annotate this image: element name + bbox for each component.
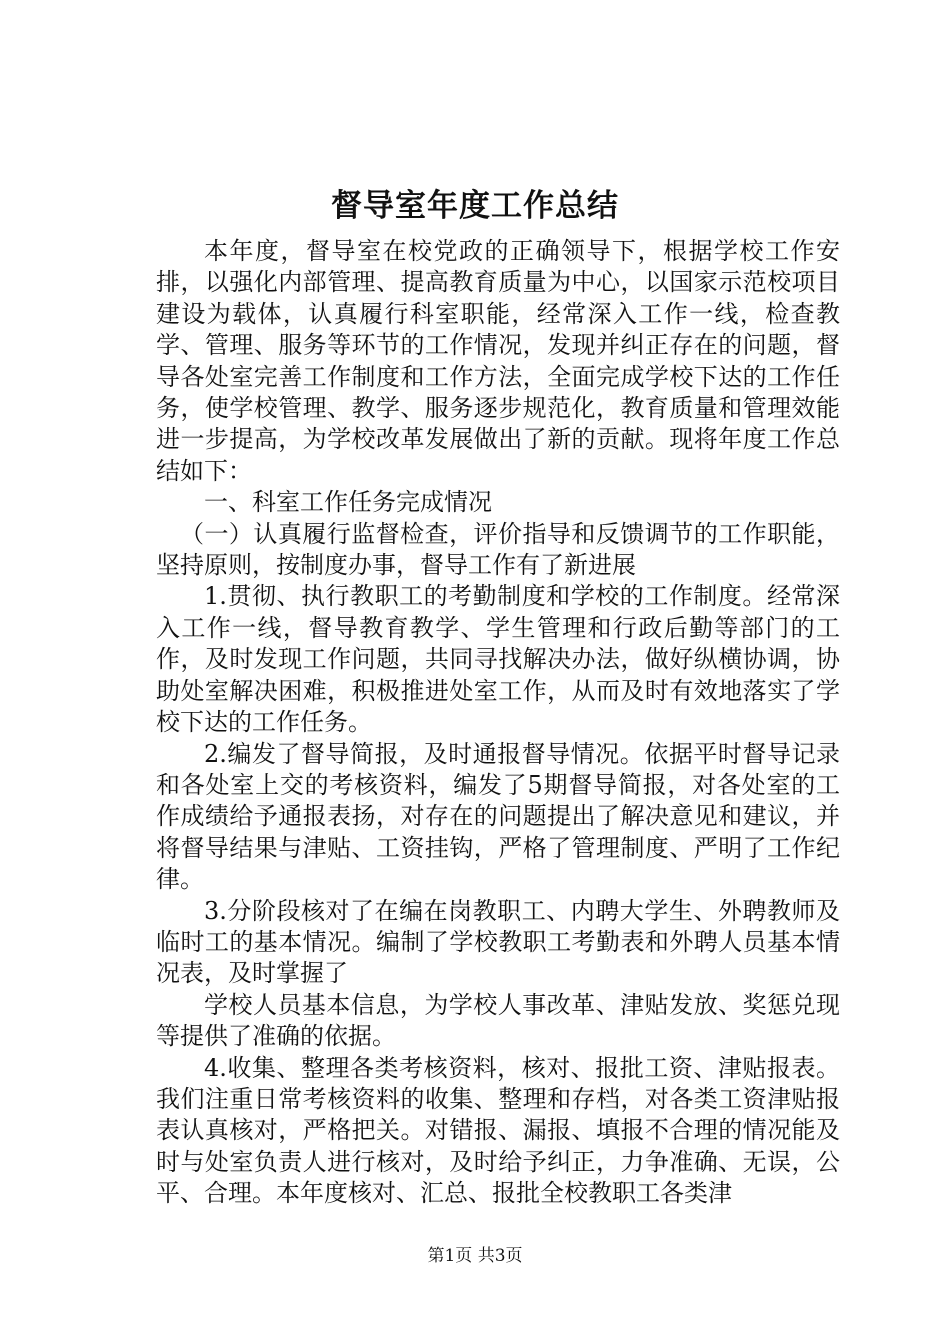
- paragraph-item-4: 4.收集、整理各类考核资料，核对、报批工资、津贴报表。我们注重日常考核资料的收集、整理和存档，对各类工资津贴报表认真核对，严格把关。对错报、漏报、填报不合理的情况能及时与处室负责人进行核对，及时给予纠正，力争准确、无误，公平、合理。本年度核对、汇总、报批全校教职工各类津: [156, 1053, 840, 1208]
- document-title: 督导室年度工作总结: [331, 188, 619, 224]
- document-body: [156, 236, 840, 1210]
- paragraph-item-2: 2.编发了督导简报，及时通报督导情况。依据平时督导记录和各处室上交的考核资料，编发了5期督导简报，对各处室的工作成绩给予通报表扬，对存在的问题提出了解决意见和建议，并将督导结果与津贴、工资挂钩，严格了管理制度、严明了工作纪律。: [156, 739, 840, 894]
- paragraph-item-1: 1.贯彻、执行教职工的考勤制度和学校的工作制度。经常深入工作一线，督导教育教学、学生管理和行政后勤等部门的工作，及时发现工作问题，共同寻找解决办法，做好纵横协调，协助处室解决困难，积极推进处室工作，从而及时有效地落实了学校下达的工作任务。: [156, 582, 840, 737]
- paragraph-intro: 本年度，督导室在校党政的正确领导下，根据学校工作安排，以强化内部管理、提高教育质量为中心，以国家示范校项目建设为载体，认真履行科室职能，经常深入工作一线，检查教学、管理、服务等环节的工作情况，发现并纠正存在的问题，督导各处室完善工作制度和工作方法，全面完成学校下达的工作任务，使学校管理、教学、服务逐步规范化，教育质量和管理效能进一步提高，为学校改革发展做出了新的贡献。现将年度工作总结如下：: [156, 237, 840, 485]
- section-heading: 一、科室工作任务完成情况: [204, 488, 492, 517]
- paragraph-item-3-continued: 学校人员基本信息，为学校人事改革、津贴发放、奖惩兑现等提供了准确的依据。: [156, 990, 840, 1051]
- page-number: 第1页 共3页: [427, 1246, 523, 1266]
- subsection-heading: （一）认真履行监督检查，评价指导和反馈调节的工作职能，坚持原则，按制度办事，督导工作有了新进展: [156, 519, 840, 580]
- paragraph-item-3: 3.分阶段核对了在编在岗教职工、内聘大学生、外聘教师及临时工的基本情况。编制了学校教职工考勤表和外聘人员基本情况表，及时掌握了: [156, 896, 840, 988]
